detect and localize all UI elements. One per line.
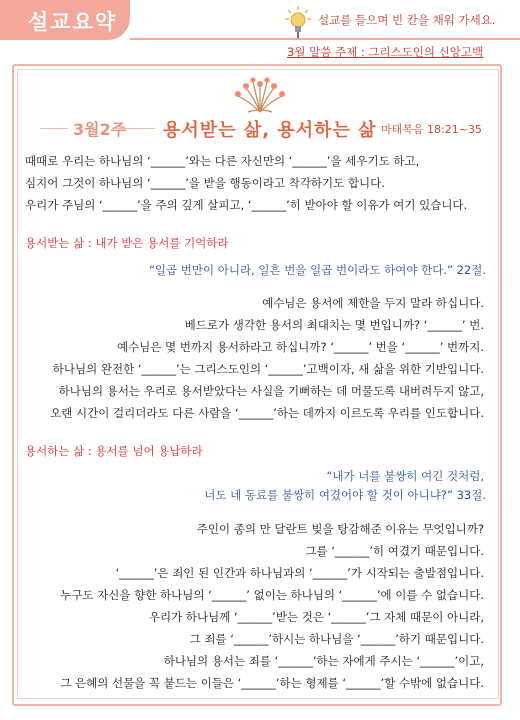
title-decoration-left bbox=[40, 128, 68, 129]
body-line: 오랜 시간이 걸리더라도 다른 사람을 ‘______’하는 데까지 이르도록 우리를 인도합니다. bbox=[50, 406, 484, 420]
lightbulb-icon bbox=[283, 5, 313, 39]
tab-title: 설교요약 bbox=[28, 10, 118, 34]
body-line: 그 은혜의 선물을 꼭 붙드는 이들은 ‘______’하는 형제를 ‘______’할 수밖에 없습니다. bbox=[60, 676, 484, 690]
header bbox=[0, 0, 520, 58]
sermon-title: 용서받는 삶, 용서하는 삶 bbox=[163, 120, 377, 141]
body-line: 그 죄를 ‘______’하시는 하나님을 ‘______’하기 때문입니다. bbox=[189, 632, 484, 646]
section-heading: 용서하는 삶 : 용서를 넘어 용납하라 bbox=[25, 444, 203, 458]
body-line: 그를 ‘______’히 여겼기 때문입니다. bbox=[305, 544, 484, 558]
body-line: 우리가 하나님께 ‘______’받는 것은 ‘______’그 자체 때문이 아니라, bbox=[148, 610, 484, 624]
flower-decoration-icon bbox=[230, 72, 290, 114]
scripture-quote: 너도 네 동료를 불쌍히 여겼어야 할 것이 아니냐?” 33절. bbox=[204, 488, 486, 502]
intro-line: 때때로 우리는 하나님의 ‘______’와는 다른 자신만의 ‘______’을 세우기도 하고, bbox=[25, 154, 420, 168]
body-line: 누구도 자신을 향한 하나님의 ‘______’ 없이는 하나님의 ‘______’에 이를 수 없습니다. bbox=[60, 588, 484, 602]
body-line: 예수님은 용서에 제한을 두지 말라 하십니다. bbox=[262, 296, 484, 310]
body-line: 예수님은 몇 번까지 용서하라고 하십니까? ‘______’ 번을 ‘______’ 번까지. bbox=[116, 340, 484, 354]
instruction-text: 설교를 들으며 빈 칸을 채워 가세요. bbox=[318, 13, 496, 27]
header-divider bbox=[130, 38, 520, 40]
monthly-theme: 3월 말씀 주제 : 그리스도인의 신앙고백 bbox=[287, 45, 484, 59]
intro-line: 우리가 주님의 ‘______’을 주의 깊게 살피고, ‘______’히 받아야 할 이유가 여기 있습니다. bbox=[25, 198, 468, 212]
body-line: 하나님의 용서는 우리로 용서받았다는 사실을 기뻐하는 데 머물도록 내버려두지 않고, bbox=[58, 384, 484, 398]
body-line: 베드로가 생각한 용서의 최대치는 몇 번입니까? ‘______’ 번. bbox=[184, 318, 484, 332]
body-line: ‘______’은 죄인 된 인간과 하나님과의 ‘______’가 시작되는 출발점입니다. bbox=[115, 566, 484, 580]
body-line: 하나님의 완전한 ‘______’는 그리스도인의 ‘______’고백이자, 새 삶을 위한 기반입니다. bbox=[52, 362, 484, 376]
sermon-date: 3월2주 bbox=[73, 120, 127, 139]
scripture-quote: “일곱 번만이 아니라, 일흔 번을 일곱 번이라도 하여야 한다.” 22절. bbox=[148, 263, 486, 277]
section-heading: 용서받는 삶 : 내가 받은 용서를 기억하라 bbox=[25, 236, 229, 250]
title-tab bbox=[0, 0, 130, 40]
body-line: 주인이 종의 만 달란트 빚을 탕감해준 이유는 무엇입니까? bbox=[196, 522, 484, 536]
intro-line: 심지어 그것이 하나님의 ‘______’을 받을 행동이라고 착각하기도 합니다. bbox=[25, 176, 385, 190]
scripture-reference: 마태복음 18:21~35 bbox=[381, 123, 482, 136]
scripture-quote: “내가 너를 불쌍히 여긴 것처럼, bbox=[326, 469, 484, 483]
body-line: 하나님의 용서는 죄를 ‘______’하는 자에게 주시는 ‘______’이고, bbox=[163, 654, 484, 668]
